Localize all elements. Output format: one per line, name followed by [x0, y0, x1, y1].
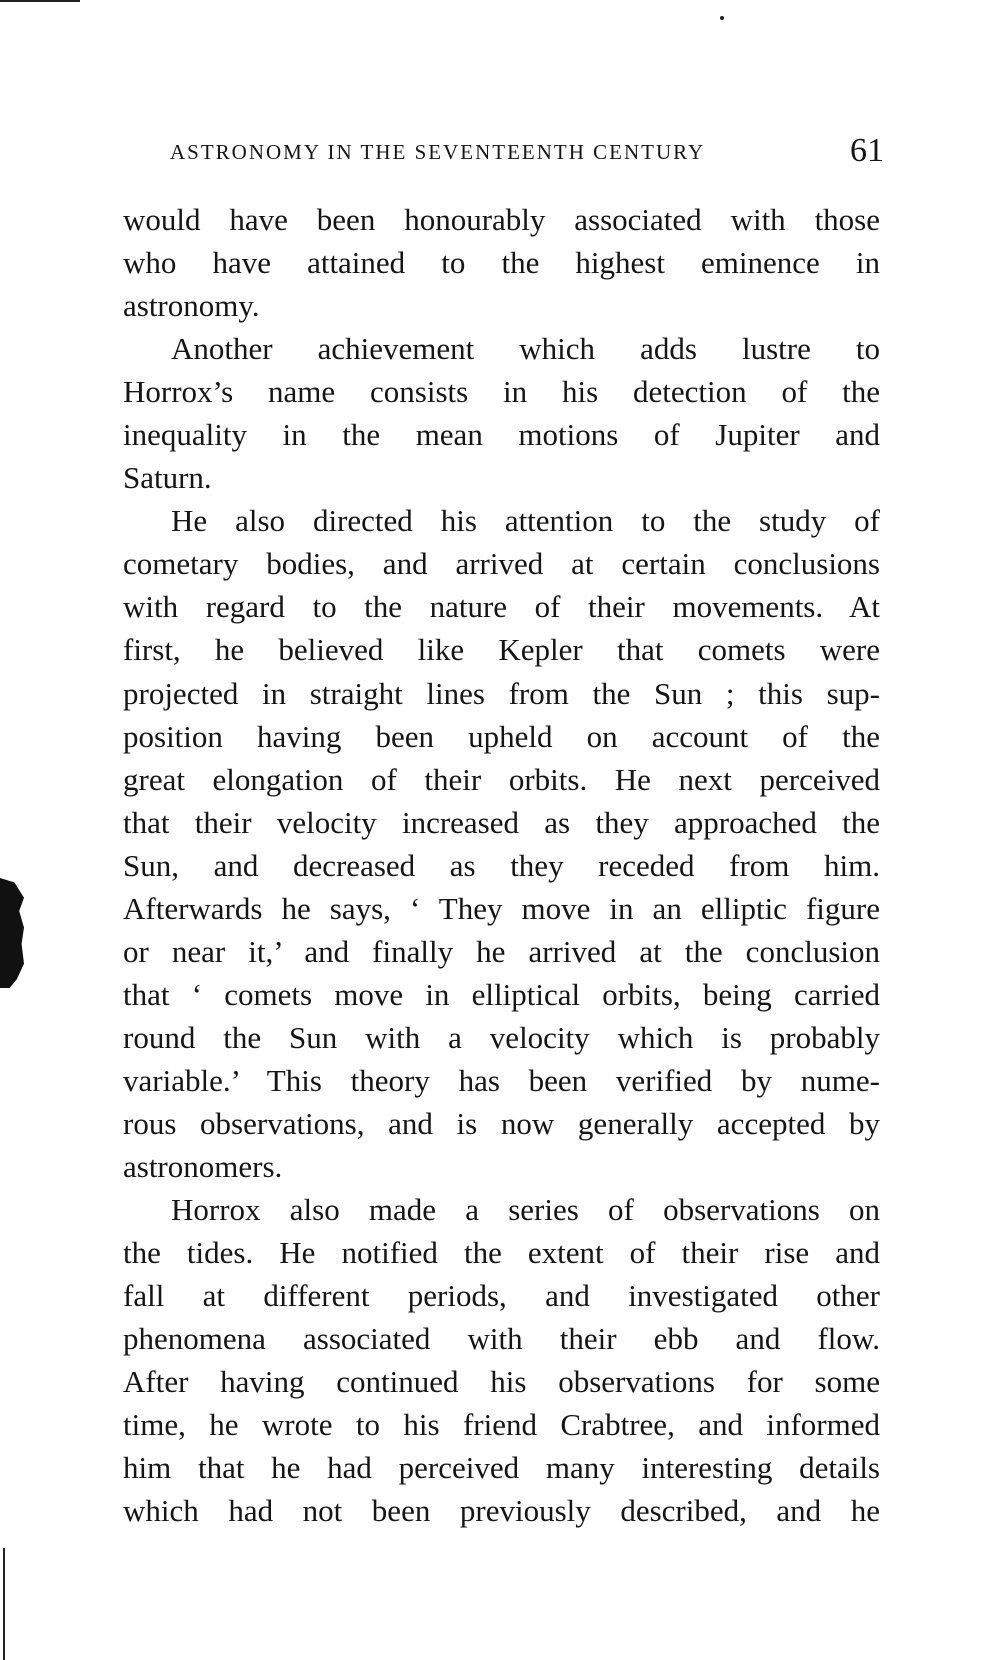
text-line: great elongation of their orbits. He next perceived [123, 761, 880, 797]
text-line: who have attained to the highest eminence in [123, 245, 880, 281]
text-line: fall at different periods, and investigated other [123, 1278, 880, 1314]
text-line: position having been upheld on account of the [123, 718, 880, 754]
text-line: projected in straight lines from the Sun ; this sup- [123, 675, 880, 711]
text-line: Saturn. [123, 460, 212, 496]
text-line: Horrox also made a series of observations on [171, 1192, 880, 1228]
running-header-title: ASTRONOMY IN THE SEVENTEENTH CENTURY [170, 140, 706, 164]
text-line: which had not been previously described, and he [123, 1493, 880, 1529]
text-line: rous observations, and is now generally accepted by [123, 1105, 880, 1141]
text-line: astronomers. [123, 1149, 283, 1185]
body-text [123, 198, 880, 1532]
text-line: He also directed his attention to the study of [171, 503, 880, 539]
scan-artifact-rule [0, 0, 80, 2]
text-line: that ‘ comets move in elliptical orbits, being carried [123, 976, 880, 1012]
text-line: him that he had perceived many interesting details [123, 1450, 880, 1486]
text-line: the tides. He notified the extent of their rise and [123, 1235, 880, 1271]
text-line: with regard to the nature of their movements. At [123, 589, 880, 625]
text-line: that their velocity increased as they approached the [123, 804, 880, 840]
text-line: Sun, and decreased as they receded from him. [123, 847, 880, 883]
text-line: inequality in the mean motions of Jupiter and [123, 417, 880, 453]
text-line: After having continued his observations for some [123, 1364, 880, 1400]
text-line: cometary bodies, and arrived at certain conclusions [123, 546, 880, 582]
text-line: Afterwards he says, ‘ They move in an elliptic figure [123, 890, 880, 926]
text-line: phenomena associated with their ebb and flow. [123, 1321, 880, 1357]
text-line: would have been honourably associated with those [123, 202, 880, 237]
text-line: variable.’ This theory has been verified by nume- [123, 1062, 880, 1098]
scan-artifact-blot [0, 878, 24, 988]
text-line: round the Sun with a velocity which is probably [123, 1019, 880, 1055]
text-line: or near it,’ and finally he arrived at the conclusion [123, 933, 880, 969]
text-line: first, he believed like Kepler that comets were [123, 632, 880, 668]
text-line: Another achievement which adds lustre to [171, 331, 880, 367]
scan-artifact-dot [720, 16, 724, 20]
text-line: time, he wrote to his friend Crabtree, and informed [123, 1407, 880, 1443]
scan-artifact-edge [3, 1548, 5, 1660]
page-number: 61 [850, 132, 884, 169]
running-header [170, 132, 884, 172]
text-line: Horrox’s name consists in his detection of the [123, 374, 880, 410]
text-line: astronomy. [123, 288, 260, 324]
